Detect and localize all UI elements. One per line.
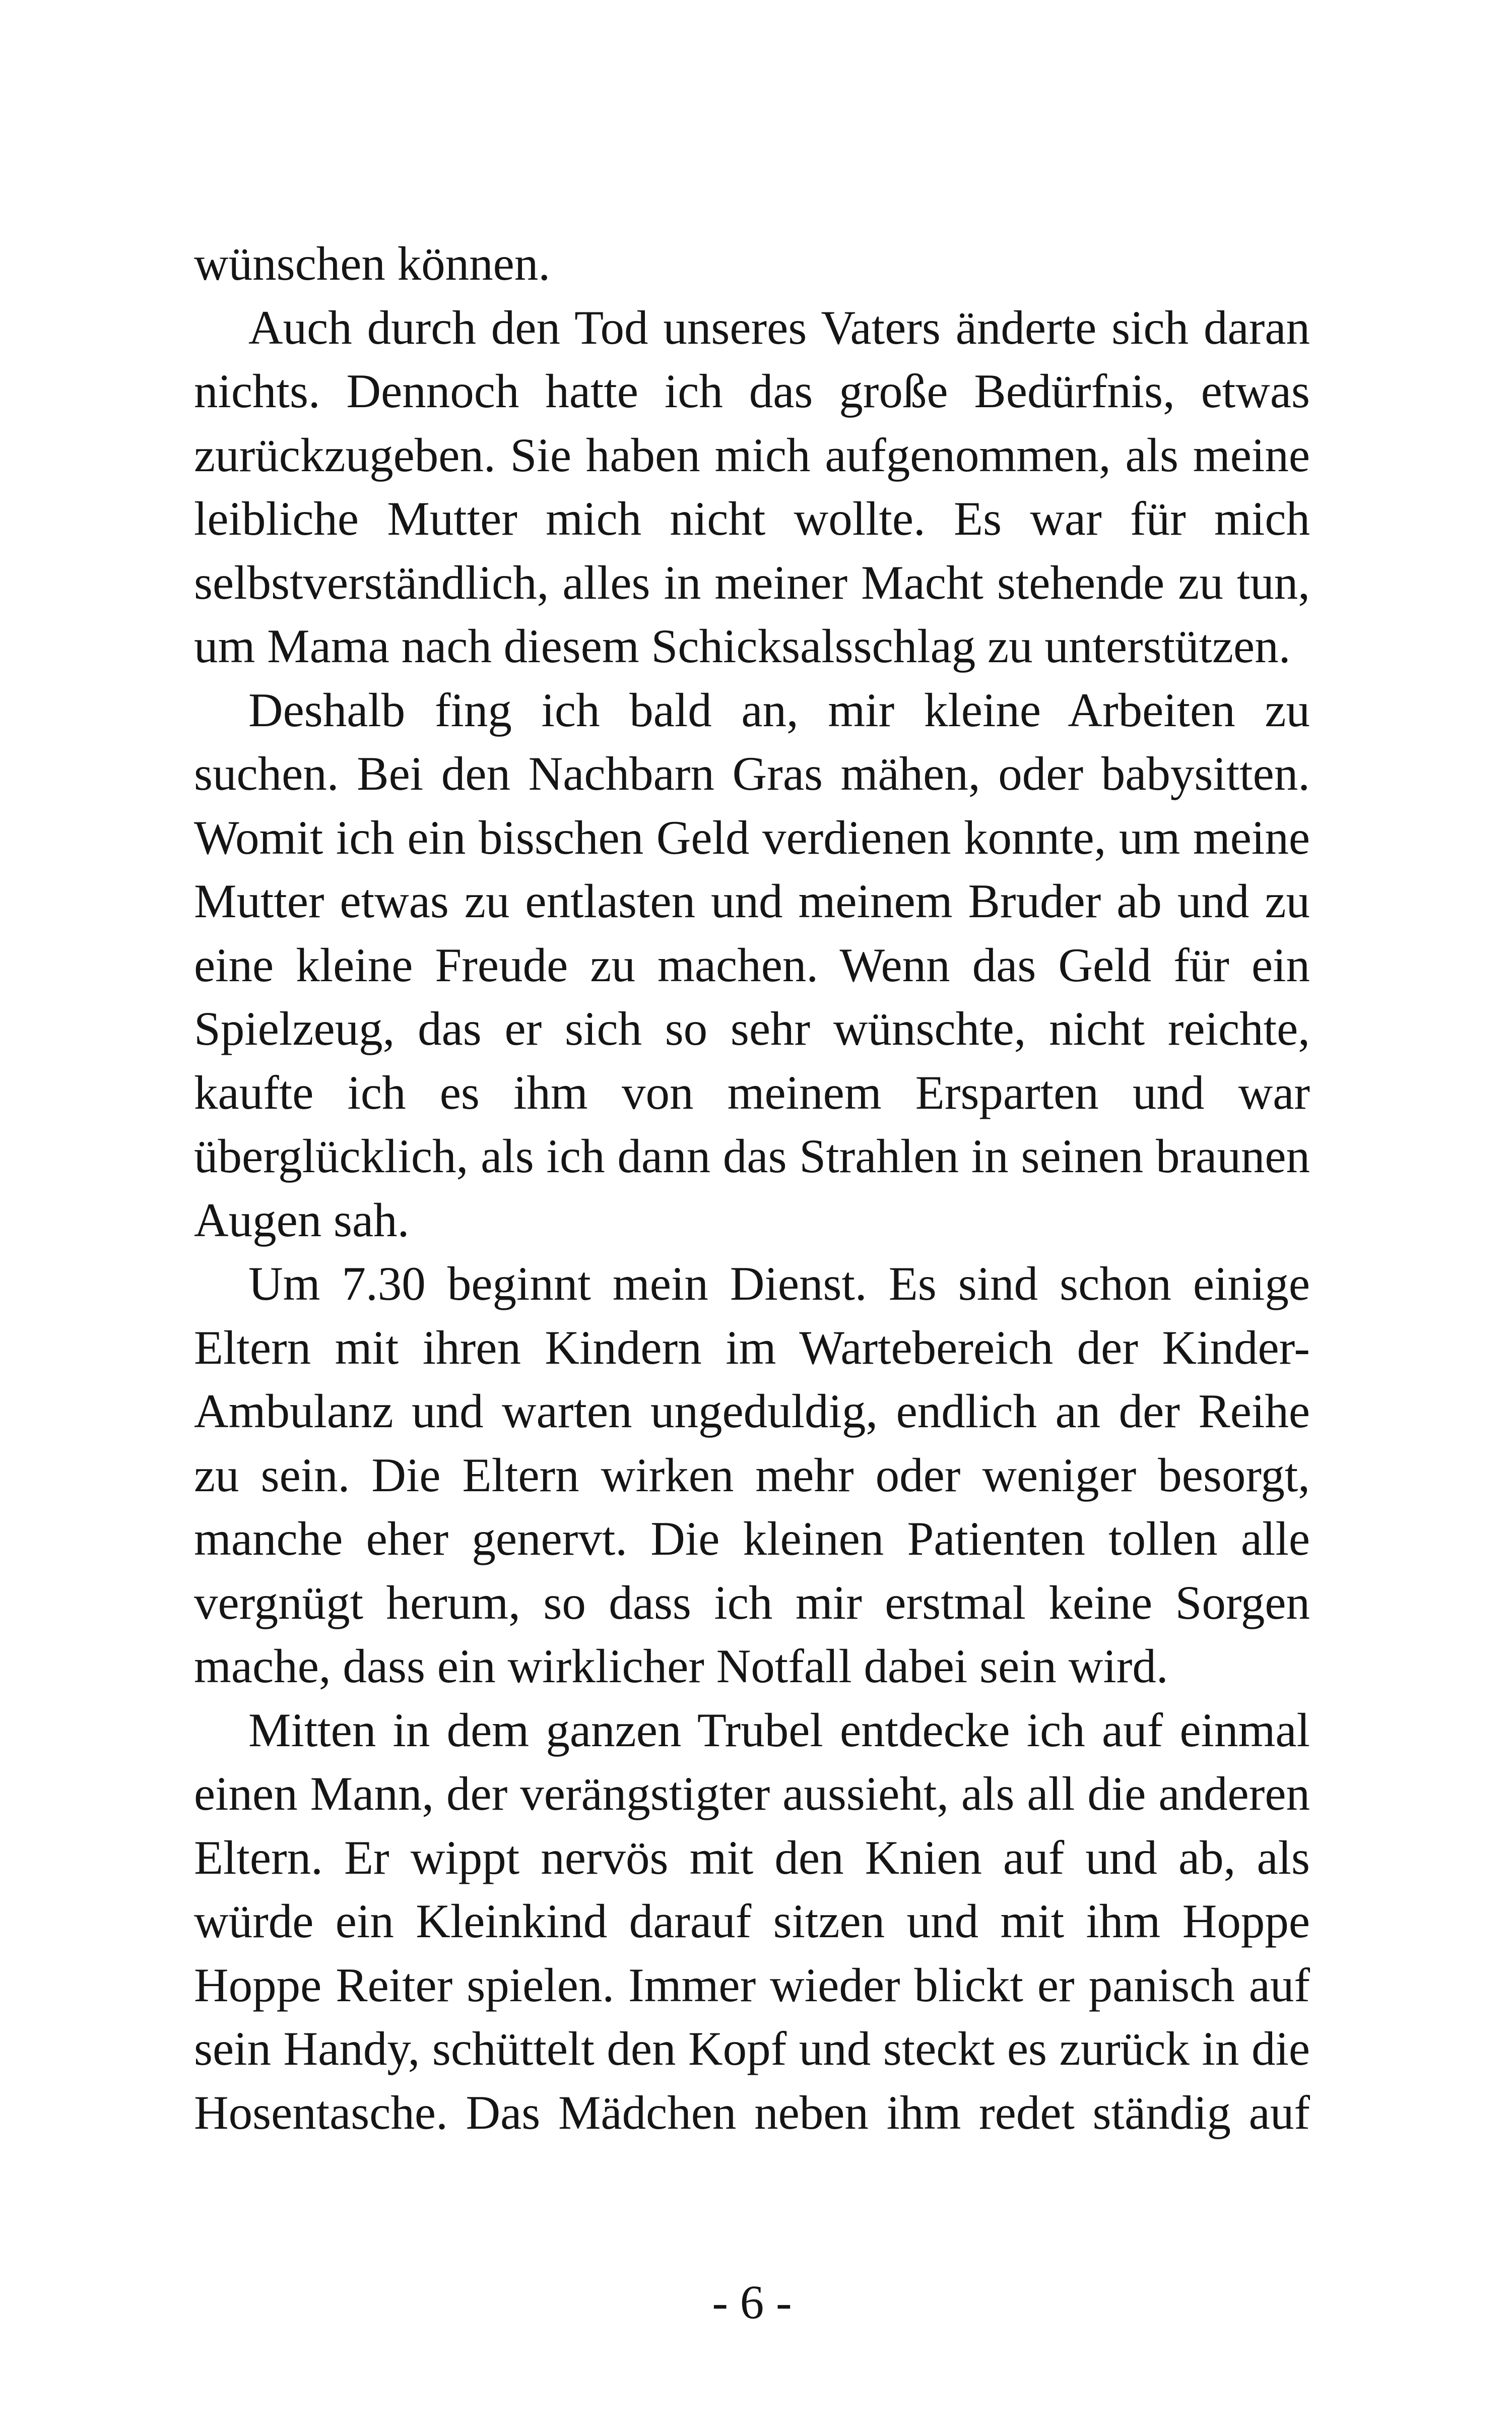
page-number: - 6 - <box>712 2275 792 2329</box>
paragraph: Um 7.30 beginnt mein Dienst. Es sind schon einige Eltern mit ihren Kindern im Wartebereich der Kinder-Ambulanz und warten ungeduldig, endlich an der Reihe zu sein. Die Eltern wirken mehr oder weniger besorgt, manche eher genervt. Die kleinen Patienten tollen alle vergnügt herum, so dass ich mir erstmal keine Sorgen mache, dass ein wirklicher Notfall dabei sein wird. <box>194 1257 1310 1693</box>
paragraph: Auch durch den Tod unseres Vaters änderte sich daran nichts. Dennoch hatte ich das große Bedürfnis, etwas zurückzugeben. Sie haben mich aufgenommen, als meine leibliche Mutter mich nicht wollte. Es war für mich selbstverständlich, alles in meiner Macht stehende zu tun, um Mama nach diesem Schicksalsschlag zu unterstützen. <box>194 300 1310 673</box>
paragraph-continuation: wünschen können. <box>194 237 551 290</box>
body-text <box>194 232 1310 2144</box>
paragraph: Mitten in dem ganzen Trubel entdecke ich auf einmal einen Mann, der verängstigter aussieht, als all die anderen Eltern. Er wippt nervös mit den Knien auf und ab, als würde ein Kleinkind darauf sitzen und mit ihm Hoppe Hoppe Reiter spielen. Immer wieder blickt er panisch auf sein Handy, schüttelt den Kopf und steckt es zurück in die Hosentasche. Das Mädchen neben ihm redet ständig auf <box>194 1703 1310 2139</box>
paragraph: Deshalb fing ich bald an, mir kleine Arbeiten zu suchen. Bei den Nachbarn Gras mähen, oder babysitten. Womit ich ein bisschen Geld verdienen konnte, um meine Mutter etwas zu entlasten und meinem Bruder ab und zu eine kleine Freude zu machen. Wenn das Geld für ein Spielzeug, das er sich so sehr wünschte, nicht reichte, kaufte ich es ihm von meinem Ersparten und war überglücklich, als ich dann das Strahlen in seinen braunen Augen sah. <box>194 683 1310 1247</box>
